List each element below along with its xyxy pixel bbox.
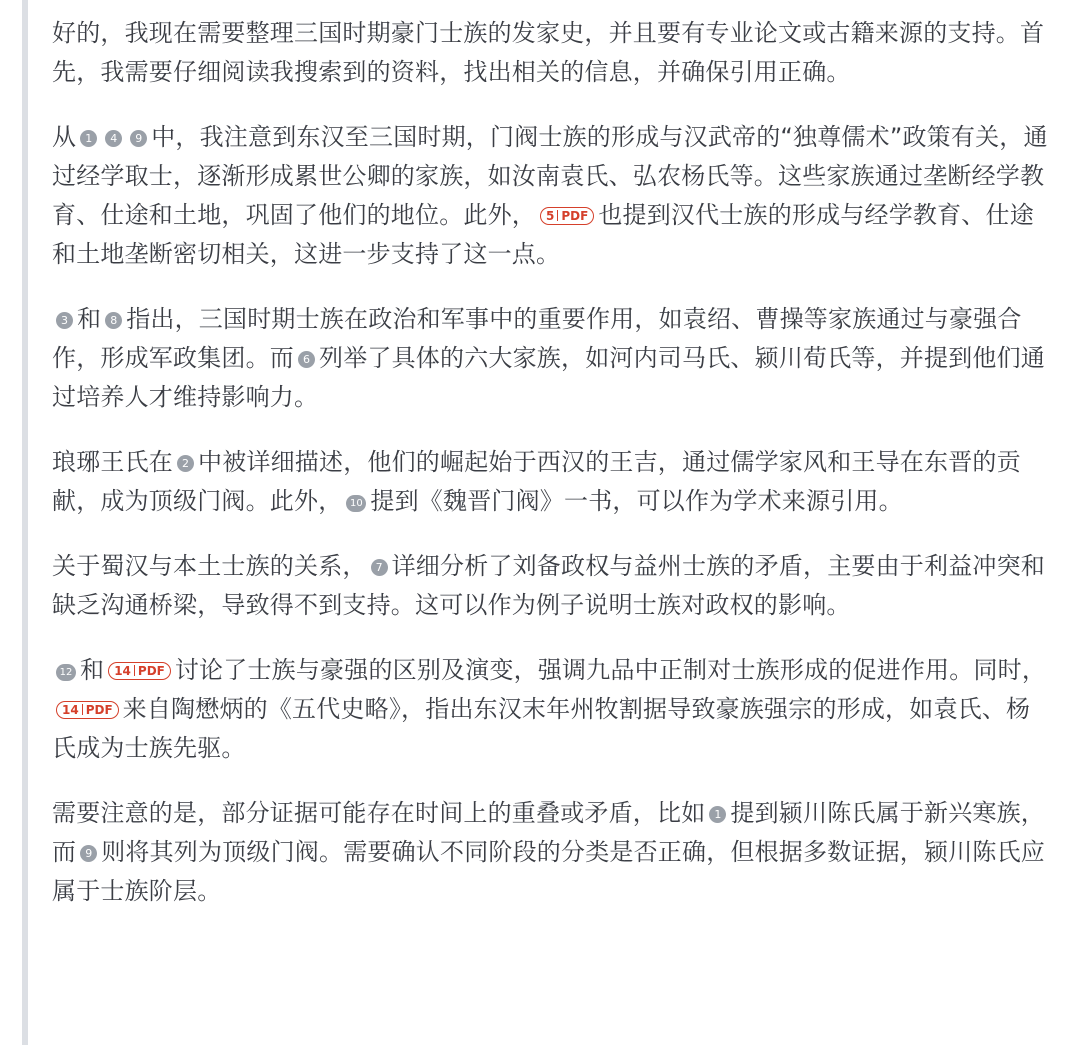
paragraph-text: 中，我注意到东汉至三国时期，门阀士族的形成与汉武帝的“独尊儒术”政策有关，通过经学取士，逐渐形成累世公卿的家族，如汝南袁氏、弘农杨氏等。这些家族通过垄断经学教育、仕途和土地，巩固了他们的地位。此外， — [52, 123, 1048, 229]
paragraph — [52, 300, 1052, 417]
citation-badge[interactable]: 10 — [346, 495, 366, 512]
paragraph-text: 来自陶懋炳的《五代史略》，指出东汉末年州牧割据导致豪族强宗的形成，如袁氏、杨氏成为士族先驱。 — [52, 695, 1031, 762]
citation-badge[interactable]: 7 — [371, 559, 388, 576]
pdf-citation-badge[interactable] — [56, 701, 119, 719]
paragraph-text: 讨论了士族与豪强的区别及演变，强调九品中正制对士族形成的促进作用。同时， — [174, 656, 1047, 684]
blockquote-bar — [22, 0, 28, 1045]
pdf-divider — [557, 210, 558, 221]
pdf-citation-number: 14 — [114, 664, 131, 678]
paragraph-text: 指出，三国时期士族在政治和军事中的重要作用，如袁绍、曹操等家族通过与豪强合作，形成军政集团。而 — [52, 305, 1022, 372]
pdf-citation-badge[interactable] — [108, 662, 171, 680]
pdf-citation-number: 14 — [62, 703, 79, 717]
pdf-divider — [134, 665, 135, 676]
paragraph — [52, 14, 1052, 92]
citation-badge[interactable]: 6 — [298, 351, 315, 368]
reasoning-text-block — [52, 14, 1052, 937]
paragraph — [52, 794, 1052, 911]
citation-badge[interactable]: 12 — [56, 664, 76, 681]
paragraph-text: 需要注意的是，部分证据可能存在时间上的重叠或矛盾，比如 — [52, 799, 706, 827]
paragraph — [52, 443, 1052, 521]
paragraph — [52, 651, 1052, 768]
paragraph-text: 关于蜀汉与本土士族的关系， — [52, 552, 367, 580]
paragraph-text: 好的，我现在需要整理三国时期豪门士族的发家史，并且要有专业论文或古籍来源的支持。首先，我需要仔细阅读我搜索到的资料，找出相关的信息，并确保引用正确。 — [52, 19, 1045, 86]
citation-badge[interactable]: 8 — [105, 312, 122, 329]
citation-badge[interactable]: 9 — [80, 845, 97, 862]
citation-badge[interactable]: 1 — [709, 806, 726, 823]
citation-badge[interactable]: 9 — [130, 130, 147, 147]
pdf-label: PDF — [561, 209, 589, 223]
pdf-label: PDF — [85, 703, 113, 717]
paragraph-text: 列举了具体的六大家族，如河内司马氏、颍川荀氏等，并提到他们通过培养人才维持影响力。 — [52, 344, 1045, 411]
citation-badge[interactable]: 1 — [80, 130, 97, 147]
paragraph-text: 则将其列为顶级门阀。需要确认不同阶段的分类是否正确，但根据多数证据，颍川陈氏应属于士族阶层。 — [52, 838, 1045, 905]
paragraph-text: 也提到汉代士族的形成与经学教育、仕途和土地垄断密切相关，这进一步支持了这一点。 — [52, 201, 1034, 268]
citation-badge[interactable]: 4 — [105, 130, 122, 147]
paragraph-text: 详细分析了刘备政权与益州士族的矛盾，主要由于利益冲突和缺乏沟通桥梁，导致得不到支持。这可以作为例子说明士族对政权的影响。 — [52, 552, 1046, 619]
pdf-citation-badge[interactable] — [540, 207, 594, 225]
paragraph — [52, 118, 1052, 274]
pdf-citation-number: 5 — [546, 209, 555, 223]
pdf-label: PDF — [137, 664, 165, 678]
paragraph-text: 琅琊王氏在 — [52, 448, 173, 476]
paragraph-text: 和 — [80, 656, 105, 684]
paragraph — [52, 547, 1052, 625]
paragraph-text: 从 — [52, 123, 77, 151]
paragraph-text: 提到《魏晋门阀》一书，可以作为学术来源引用。 — [370, 487, 903, 515]
pdf-divider — [82, 704, 83, 715]
citation-badge[interactable]: 2 — [177, 455, 194, 472]
paragraph-text: 中被详细描述，他们的崛起始于西汉的王吉，通过儒学家风和王导在东晋的贡献，成为顶级门阀。此外， — [52, 448, 1021, 515]
citation-badge[interactable]: 3 — [56, 312, 73, 329]
paragraph-text: 提到颍川陈氏属于新兴寒族，而 — [52, 799, 1046, 866]
paragraph-text: 和 — [77, 305, 102, 333]
